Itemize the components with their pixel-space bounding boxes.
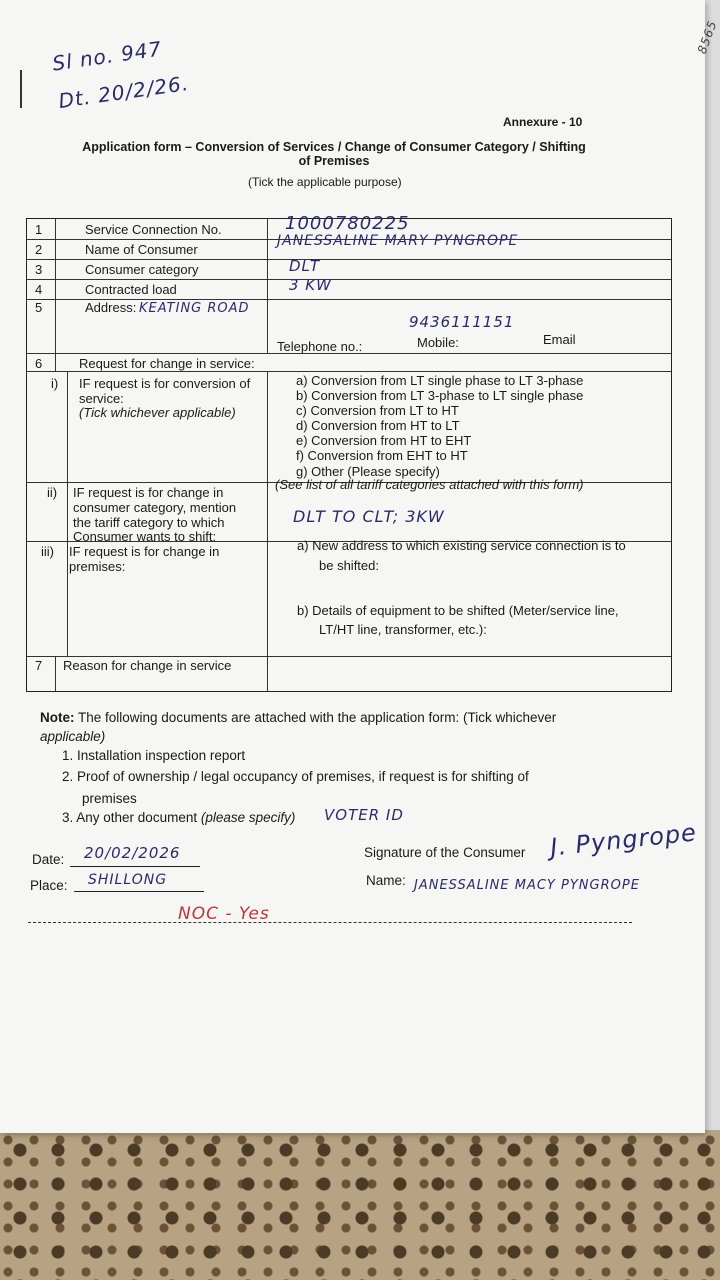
row-1-label: Service Connection No. <box>85 222 222 237</box>
consumer-name-value: JANESSALINE MARY PYNGROPE <box>277 233 519 249</box>
document-item-3-text: 3. Any other document <box>62 810 201 825</box>
row-i-number: i) <box>51 376 59 391</box>
option-b: b) Conversion from LT 3-phase to LT single phase <box>296 388 584 403</box>
option-c: c) Conversion from LT to HT <box>296 403 459 418</box>
row-3-label: Consumer category <box>85 262 199 277</box>
note-label: Note: <box>40 710 75 725</box>
email-label: Email <box>543 332 576 347</box>
form-subtitle: (Tick the applicable purpose) <box>248 175 402 189</box>
row-iii-number: iii) <box>41 544 54 559</box>
row-6-label: Request for change in service: <box>79 356 255 371</box>
option-d: d) Conversion from HT to LT <box>296 418 460 433</box>
name-value: JANESSALINE MACY PYNGROPE <box>414 878 640 893</box>
row-ii-label-2: consumer category, mention <box>73 500 237 515</box>
signature-label: Signature of the Consumer <box>364 845 526 860</box>
new-address-label-2: be shifted: <box>319 558 379 573</box>
name-label: Name: <box>366 873 406 888</box>
address-value: KEATING ROAD <box>139 301 250 316</box>
row-3-number: 3 <box>35 262 43 277</box>
date-value: 20/02/2026 <box>84 844 181 862</box>
row-i-label-3: (Tick whichever applicable) <box>79 405 236 420</box>
row-4-label: Contracted load <box>85 282 177 297</box>
row-7-label: Reason for change in service <box>63 658 232 673</box>
equipment-label-2: LT/HT line, transformer, etc.): <box>319 622 487 637</box>
document-item-3-hint: (please specify) <box>200 810 296 825</box>
dated: Dt. 20/2/26. <box>56 70 191 114</box>
row-4-number: 4 <box>35 282 43 297</box>
change-request-value: DLT TO CLT; 3KW <box>293 507 445 526</box>
new-address-label: a) New address to which existing service connection is to <box>297 538 626 553</box>
telephone-label: Telephone no.: <box>277 339 363 354</box>
document-item-2b: premises <box>82 791 137 806</box>
option-e: e) Conversion from HT to EHT <box>296 433 472 448</box>
row-2-label: Name of Consumer <box>85 242 198 257</box>
row-5-label: Address: <box>85 300 137 315</box>
row-7-number: 7 <box>35 658 43 673</box>
annexure-label: Annexure - 10 <box>503 115 583 129</box>
row-iii-label-1: IF request is for change in <box>69 544 220 559</box>
other-document-value: VOTER ID <box>324 806 404 824</box>
row-ii-label-3: the tariff category to which <box>73 515 225 530</box>
row-6-number: 6 <box>35 356 43 371</box>
row-i-label-2: service: <box>79 391 124 406</box>
note-text-2: applicable) <box>40 729 106 744</box>
form-title: Application form – Conversion of Services / Change of Consumer Category / Shifting of Premises <box>82 140 586 168</box>
mobile-value: 9436111151 <box>409 313 515 331</box>
document-item-3 <box>62 810 295 825</box>
document-item-2: 2. Proof of ownership / legal occupancy of premises, if request is for shifting of <box>62 769 529 784</box>
tariff-note: (See list of all tariff categories attached with this form) <box>275 477 584 492</box>
option-g: g) Other (Please specify) <box>296 464 440 479</box>
noc-note: NOC - Yes <box>178 904 270 924</box>
row-ii-label-1: IF request is for change in <box>73 485 224 500</box>
row-1-number: 1 <box>35 222 43 237</box>
note-body: The following documents are attached with the application form: (Tick whichever <box>74 710 557 725</box>
row-ii-label-4: Consumer wants to shift: <box>73 529 217 544</box>
load-value: 3 KW <box>289 276 332 294</box>
consumer-signature: J. Pyngrope <box>548 818 699 862</box>
fabric-background <box>0 1130 720 1280</box>
side-mark: 8565 <box>694 18 720 56</box>
place-value: SHILLONG <box>88 872 168 888</box>
equipment-label: b) Details of equipment to be shifted (Meter/service line, <box>297 603 619 618</box>
serial-number: Sl no. 947 <box>50 36 164 76</box>
place-label: Place: <box>30 878 68 893</box>
place-line <box>74 891 204 892</box>
mobile-label: Mobile: <box>417 335 459 350</box>
row-2-number: 2 <box>35 242 43 257</box>
category-value: DLT <box>289 257 321 275</box>
margin-mark <box>20 70 22 108</box>
document-item-1: 1. Installation inspection report <box>62 748 246 763</box>
option-f: f) Conversion from EHT to HT <box>296 448 468 463</box>
row-ii-number: ii) <box>47 485 58 500</box>
note-text <box>40 710 640 725</box>
row-i-label-1: IF request is for conversion of <box>79 376 251 391</box>
date-label: Date: <box>32 852 65 867</box>
date-line <box>70 866 200 867</box>
option-a: a) Conversion from LT single phase to LT 3-phase <box>296 373 584 388</box>
separator-line <box>28 922 632 923</box>
row-iii-label-2: premises: <box>69 559 126 574</box>
service-no-value: 1000780225 <box>285 213 410 234</box>
row-5-number: 5 <box>35 300 43 315</box>
